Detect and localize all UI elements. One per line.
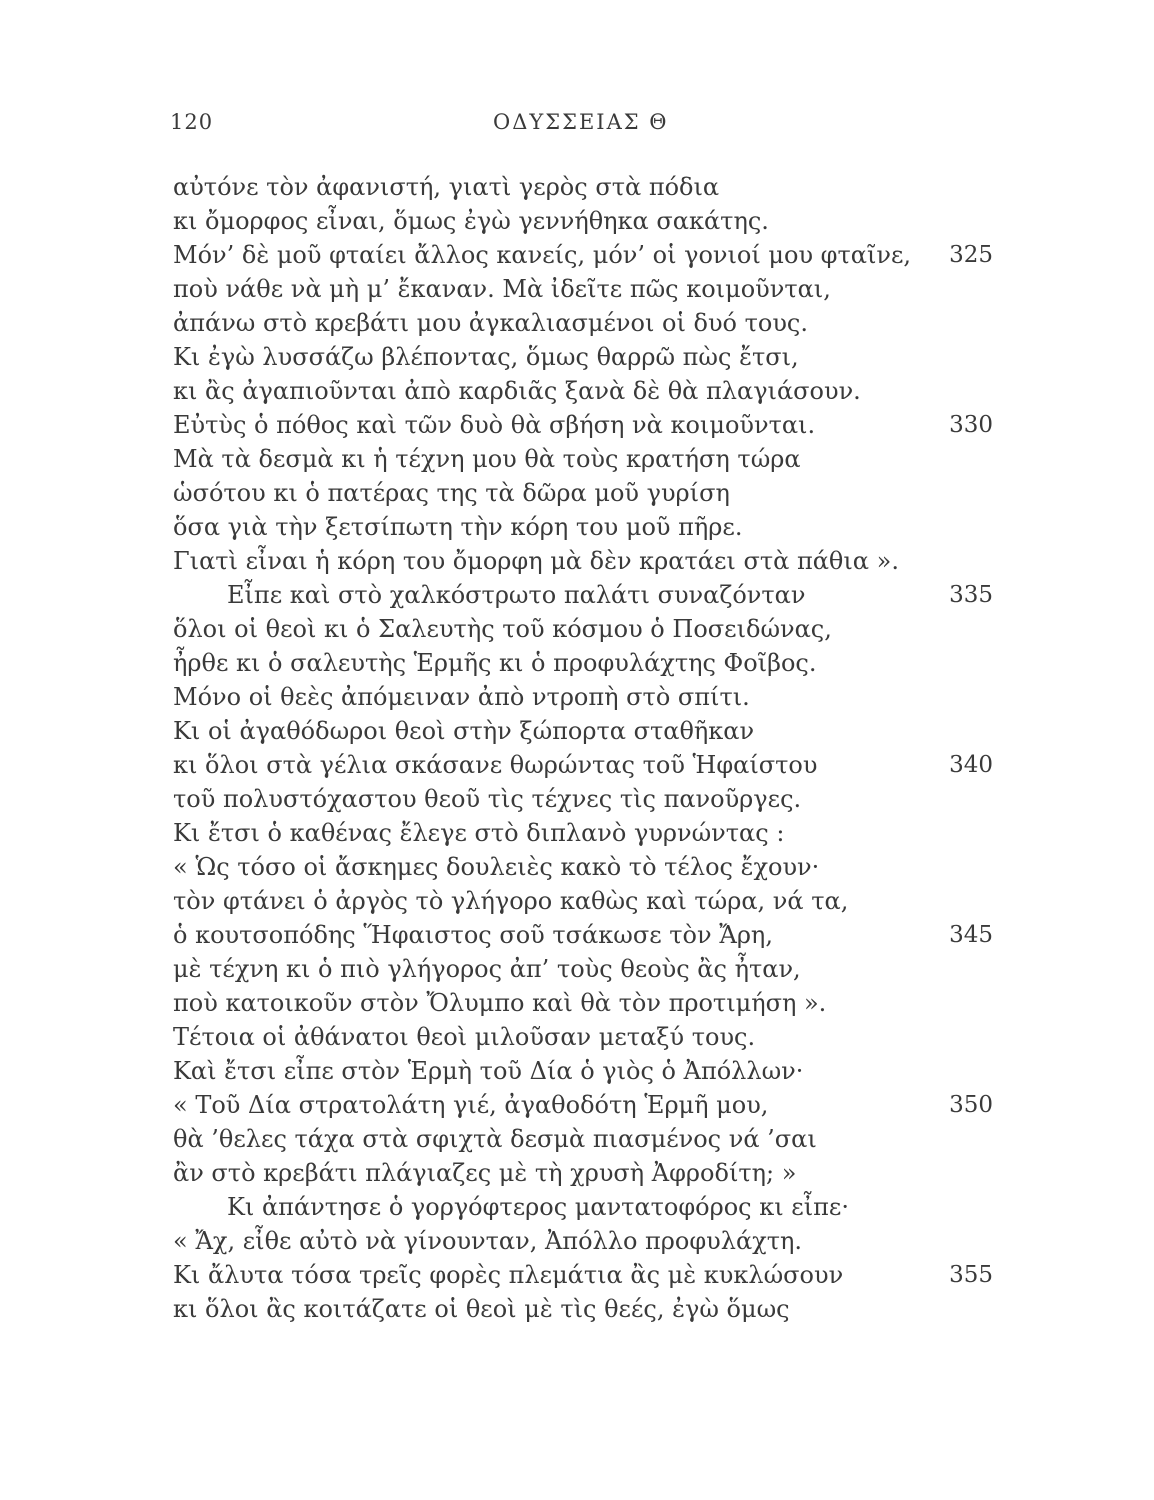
verse-text: ὅσα γιὰ τὴν ξετσίπωτη τὴν κόρη του μοῦ πῆρε. (173, 513, 743, 541)
verse-line (173, 748, 1003, 782)
verse-line (173, 578, 1003, 612)
line-number: 340 (949, 752, 993, 778)
verse-text: Κι οἱ ἀγαθόδωροι θεοὶ στὴν ξώπορτα σταθῆκαν (173, 717, 755, 745)
verse-line (173, 238, 1003, 272)
verse-line (173, 1054, 1003, 1088)
verse-line (173, 816, 1003, 850)
verse-line (173, 340, 1003, 374)
verse-text: κι ὄμορφος εἶναι, ὅμως ἐγὼ γεννήθηκα σακάτης. (173, 207, 769, 235)
verse-line (173, 510, 1003, 544)
verse-text: ὁ κουτσοπόδης Ἥφαιστος σοῦ τσάκωσε τὸν Ἄρη, (173, 921, 773, 949)
verse-text: ὅλοι οἱ θεοὶ κι ὁ Σαλευτὴς τοῦ κόσμου ὁ Ποσειδώνας, (173, 615, 832, 643)
verse-text: « Ὡς τόσο οἱ ἄσκημες δουλειὲς κακὸ τὸ τέλος ἔχουν· (173, 853, 820, 881)
verse-line (173, 1088, 1003, 1122)
verse-text: Κι ἄλυτα τόσα τρεῖς φορὲς πλεμάτια ἂς μὲ κυκλώσουν (173, 1261, 844, 1289)
line-number: 355 (949, 1262, 993, 1288)
verse-text: Κι ἐγὼ λυσσάζω βλέποντας, ὅμως θαρρῶ πὼς ἔτσι, (173, 343, 799, 371)
verse-line (173, 442, 1003, 476)
verse-text: Εὐτὺς ὁ πόθος καὶ τῶν δυὸ θὰ σβήση νὰ κοιμοῦνται. (173, 411, 816, 439)
verse-block (173, 170, 1003, 1326)
verse-text: Εἶπε καὶ στὸ χαλκόστρωτο παλάτι συναζόνταν (227, 581, 806, 609)
line-number: 345 (949, 922, 993, 948)
running-head: ΟΔΥΣΣΕΙΑΣ Θ (493, 110, 669, 134)
verse-text: κι ἂς ἀγαπιοῦνται ἀπὸ καρδιᾶς ξανὰ δὲ θὰ πλαγιάσουν. (173, 377, 861, 405)
verse-line (173, 476, 1003, 510)
line-number: 325 (949, 242, 993, 268)
verse-line (173, 850, 1003, 884)
verse-line (173, 918, 1003, 952)
verse-line (173, 952, 1003, 986)
verse-line (173, 1292, 1003, 1326)
verse-text: μὲ τέχνη κι ὁ πιὸ γλήγορος ἀπ’ τοὺς θεοὺς ἂς ἦταν, (173, 955, 801, 983)
verse-line (173, 612, 1003, 646)
verse-text: αὐτόνε τὸν ἀφανιστή, γιατὶ γερὸς στὰ πόδια (173, 173, 720, 201)
verse-text: « Τοῦ Δία στρατολάτη γιέ, ἀγαθοδότη Ἑρμῆ μου, (173, 1091, 769, 1119)
verse-text: « Ἄχ, εἶθε αὐτὸ νὰ γίνουνταν, Ἀπόλλο προφυλάχτη. (173, 1227, 802, 1255)
verse-line (173, 986, 1003, 1020)
verse-text: Μόν’ δὲ μοῦ φταίει ἄλλος κανείς, μόν’ οἱ γονιοί μου φταῖνε, (173, 241, 912, 269)
verse-text: Μόνο οἱ θεὲς ἀπόμειναν ἀπὸ ντροπὴ στὸ σπίτι. (173, 683, 750, 711)
verse-line (173, 544, 1003, 578)
verse-text: ποὺ κατοικοῦν στὸν Ὄλυμπο καὶ θὰ τὸν προτιμήση ». (173, 989, 827, 1017)
verse-line (173, 1122, 1003, 1156)
verse-text: Γιατὶ εἶναι ἡ κόρη του ὄμορφη μὰ δὲν κρατάει στὰ πάθια ». (173, 547, 899, 575)
verse-line (173, 374, 1003, 408)
verse-text: θὰ ’θελες τάχα στὰ σφιχτὰ δεσμὰ πιασμένος νά ’σαι (173, 1125, 817, 1153)
verse-line (173, 204, 1003, 238)
verse-text: ἂν στὸ κρεβάτι πλάγιαζες μὲ τὴ χρυσὴ Ἀφροδίτη; » (173, 1159, 797, 1187)
line-number: 350 (949, 1092, 993, 1118)
verse-text: Κι ἀπάντησε ὁ γοργόφτερος μαντατοφόρος κι εἶπε· (227, 1193, 849, 1221)
verse-text: ποὺ νάθε νὰ μὴ μ’ ἔκαναν. Μὰ ἰδεῖτε πῶς κοιμοῦνται, (173, 275, 831, 303)
line-number: 330 (949, 412, 993, 438)
verse-text: τοῦ πολυστόχαστου θεοῦ τὶς τέχνες τὶς πανοῦργες. (173, 785, 802, 813)
verse-text: κι ὅλοι στὰ γέλια σκάσανε θωρώντας τοῦ Ἡφαίστου (173, 751, 818, 779)
verse-line (173, 714, 1003, 748)
verse-line (173, 272, 1003, 306)
verse-text: Κι ἔτσι ὁ καθένας ἔλεγε στὸ διπλανὸ γυρνώντας : (173, 819, 785, 847)
verse-line (173, 1258, 1003, 1292)
verse-line (173, 884, 1003, 918)
verse-line (173, 408, 1003, 442)
page-number: 120 (170, 110, 214, 134)
verse-text: Τέτοια οἱ ἀθάνατοι θεοὶ μιλοῦσαν μεταξύ τους. (173, 1023, 756, 1051)
verse-text: ἀπάνω στὸ κρεβάτι μου ἀγκαλιασμένοι οἱ δυό τους. (173, 309, 808, 337)
verse-line (173, 680, 1003, 714)
verse-text: τὸν φτάνει ὁ ἀργὸς τὸ γλήγορο καθὼς καὶ τώρα, νά τα, (173, 887, 849, 915)
line-number: 335 (949, 582, 993, 608)
verse-line (173, 1156, 1003, 1190)
verse-line (173, 306, 1003, 340)
verse-line (173, 1224, 1003, 1258)
verse-text: Καὶ ἔτσι εἶπε στὸν Ἑρμὴ τοῦ Δία ὁ γιὸς ὁ Ἀπόλλων· (173, 1057, 804, 1085)
verse-line (173, 1020, 1003, 1054)
verse-text: κι ὅλοι ἂς κοιτάζατε οἱ θεοὶ μὲ τὶς θεές, ἐγὼ ὅμως (173, 1295, 790, 1323)
verse-text: ὡσότου κι ὁ πατέρας της τὰ δῶρα μοῦ γυρίση (173, 479, 730, 507)
verse-text: ἦρθε κι ὁ σαλευτὴς Ἑρμῆς κι ὁ προφυλάχτης Φοῖβος. (173, 649, 817, 677)
verse-line (173, 646, 1003, 680)
verse-text: Μὰ τὰ δεσμὰ κι ἡ τέχνη μου θὰ τοὺς κρατήση τώρα (173, 445, 801, 473)
verse-line (173, 170, 1003, 204)
verse-line (173, 782, 1003, 816)
verse-line (173, 1190, 1003, 1224)
